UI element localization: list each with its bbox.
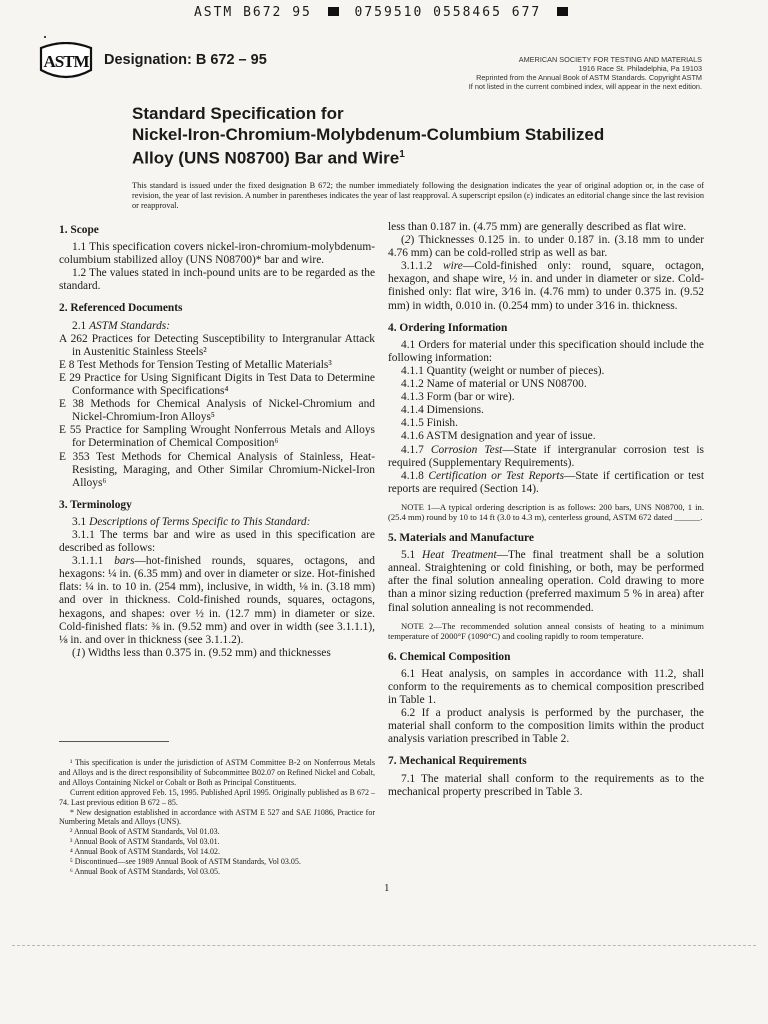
- footnote: Current edition approved Feb. 15, 1995. Published April 1995. Originally published as B 672 – 74. Last previous edition B 672 – 85.: [59, 787, 375, 807]
- list-item: 4.1.8 Certification or Test Reports—State if certification or test reports are required (Section 14).: [388, 469, 704, 495]
- svg-text:ASTM: ASTM: [43, 52, 89, 71]
- paragraph: 6.1 Heat analysis, on samples in accordance with 11.2, shall conform to the requirements as to chemical composition prescribed in Table 1.: [388, 667, 704, 707]
- society-line: If not listed in the current combined index, will appear in the next edition.: [468, 82, 702, 91]
- title-line: Alloy (UNS N08700) Bar and Wire$^1$: [132, 148, 405, 168]
- title-line: Nickel-Iron-Chromium-Molybdenum-Columbium Stabilized: [132, 124, 605, 144]
- paragraph: 1.2 The values stated in inch-pound units are to be regarded as the standard.: [59, 267, 375, 293]
- reference-item: E 353 Test Methods for Chemical Analysis of Stainless, Heat-Resisting, Maraging, and Other Similar Chromium-Nickel-Iron Alloys⁶: [59, 450, 375, 489]
- reference-item: E 55 Practice for Sampling Wrought Nonferrous Metals and Alloys for Determination of Chemical Composition⁶: [59, 424, 375, 450]
- list-item: 4.1.4 Dimensions.: [401, 404, 484, 417]
- running-head-right: 0759510 0558465 677: [354, 5, 542, 20]
- section-heading: 1. Scope: [59, 224, 99, 236]
- section-heading: 7. Mechanical Requirements: [388, 755, 527, 768]
- society-line: 1916 Race St. Philadelphia, Pa 19103: [578, 64, 702, 73]
- footnote-ref: 1: [399, 149, 405, 160]
- list-item: 4.1.3 Form (bar or wire).: [401, 391, 515, 404]
- section-heading: 6. Chemical Composition: [388, 650, 511, 663]
- black-mark: [328, 7, 339, 16]
- paragraph: 3.1.1.2 wire—Cold-finished only: round, square, octagon, hexagon, and shape wire, ½ in. and under in diameter or size. Cold-finished only: flat wire, 3⁄16 in. (4.76 mm) to under 0.375 in. (9.52 mm) in width, 0.010 in. (0.254 mm) to under 3⁄16 in. thickness.: [388, 260, 705, 312]
- paragraph: 4.1 Orders for material under this specification should include the following information:: [388, 338, 704, 364]
- paragraph: 7.1 The material shall conform to the requirements as to the mechanical property prescribed in Table 3.: [388, 772, 704, 798]
- note: NOTE 1—A typical ordering description is as follows: 200 bars, UNS N08700, 1 in. (25.4 mm) round by 10 to 14 ft (3.0 to 4.3 m), centerless ground, ASTM 672 dated ______.: [388, 501, 704, 523]
- paragraph: 6.2 If a product analysis is performed by the purchaser, the material shall conform to the composition limits within the product analysis variation prescribed in Table 2.: [388, 707, 704, 746]
- footnote: ⁴ Annual Book of ASTM Standards, Vol 14.02.: [70, 847, 221, 857]
- paragraph: 1.1 This specification covers nickel-iron-chromium-molybdenum-columbium stabilized alloy (UNS N08700)* bar and wire.: [59, 241, 375, 267]
- paragraph: less than 0.187 in. (4.75 mm) are generally described as flat wire.: [388, 221, 687, 233]
- astm-logo-icon: [37, 42, 95, 82]
- left-column: [59, 224, 375, 660]
- scan-speck: [44, 36, 46, 38]
- list-item: 4.1.2 Name of material or UNS N08700.: [401, 378, 587, 391]
- society-line: AMERICAN SOCIETY FOR TESTING AND MATERIALS: [518, 55, 702, 64]
- list-item: 4.1.5 Finish.: [401, 417, 458, 430]
- reference-item: A 262 Practices for Detecting Susceptibility to Intergranular Attack in Austenitic Stainless Steels²: [59, 332, 375, 358]
- paragraph: 3.1.1.1 bars—hot-finished rounds, squares, octagons, and hexagons: ¼ in. (6.35 mm) and over in diameter or size. Hot-finished flats: ¼ in. to 10 in. (254 mm), inclusive, in width, ⅛ in. (3.18 mm) and over in thickness. Cold-finished rounds, squares, octagons, hexagons, and shapes: over ½ in. (12.7 mm) in diameter or size. Cold-finished flats: ⅜ in. (9.52 mm) and over in width (see 3.1.1.1), ⅛ in. and over in thickness (see 3.1.1.2).: [59, 555, 376, 646]
- footnote: ² Annual Book of ASTM Standards, Vol 01.03.: [70, 827, 220, 837]
- list-item: 4.1.1 Quantity (weight or number of pieces).: [401, 364, 605, 377]
- footnotes: [59, 758, 375, 877]
- footnote: ⁵ Discontinued—see 1989 Annual Book of ASTM Standards, Vol 03.05.: [70, 857, 301, 867]
- paragraph: 2.1 ASTM Standards:: [72, 319, 170, 332]
- paragraph: 3.1 Descriptions of Terms Specific to This Standard:: [72, 515, 311, 528]
- note: NOTE 2—The recommended solution anneal consists of heating to a minimum temperature of 2000°F (1090°C) and cooling rapidly to room temperature.: [388, 620, 704, 642]
- title-line: Standard Specification for: [132, 104, 344, 123]
- footnote: ⁶ Annual Book of ASTM Standards, Vol 03.05.: [70, 866, 221, 876]
- scan-artifact-line: [12, 945, 756, 946]
- section-heading: 3. Terminology: [59, 498, 132, 511]
- paragraph: 5.1 Heat Treatment—The final treatment shall be a solution anneal. Straightening or cold finishing, or both, may be performed after the final solution annealing operation. Cold drawing to more than a minor sizing reduction (preferred maximum 5 % in area) after final solution annealing is not recommended.: [388, 549, 704, 614]
- society-line: Reprinted from the Annual Book of ASTM Standards. Copyright ASTM: [476, 73, 702, 82]
- paragraph: (1) Widths less than 0.375 in. (9.52 mm) and thicknesses: [72, 646, 331, 659]
- section-heading: 5. Materials and Manufacture: [388, 532, 534, 545]
- society-block: [469, 55, 702, 91]
- section-heading: 2. Referenced Documents: [59, 302, 183, 315]
- standard-intro: This standard is issued under the fixed designation B 672; the number immediately following the designation indicates the year of original adoption or, in the case of revision, the year of last revision. A number in parentheses indicates the year of last reapproval. A superscript epsilon (ε) indicates an editorial change since the last revision or reapproval.: [132, 181, 704, 211]
- right-column: [388, 221, 704, 799]
- paragraph: (2) Thicknesses 0.125 in. to under 0.187 in. (3.18 mm to under 4.76 mm) can be cold-rolled strip as well as bar.: [388, 234, 704, 260]
- black-mark: [557, 7, 568, 16]
- reference-item: E 8 Test Methods for Tension Testing of Metallic Materials³: [59, 358, 332, 371]
- document-title: [132, 104, 604, 169]
- paragraph: 3.1.1 The terms bar and wire as used in this specification are described as follows:: [59, 528, 375, 555]
- running-head-left: ASTM B672 95: [193, 5, 312, 20]
- list-item: 4.1.6 ASTM designation and year of issue.: [401, 430, 596, 443]
- reference-item: E 38 Methods for Chemical Analysis of Nickel-Chromium and Nickel-Chromium-Iron Alloys⁵: [59, 398, 375, 424]
- section-heading: 4. Ordering Information: [388, 321, 508, 334]
- reference-item: E 29 Practice for Using Significant Digits in Test Data to Determine Conformance with Specifications⁴: [59, 371, 375, 398]
- running-head: [0, 5, 768, 20]
- list-item: 4.1.7 Corrosion Test—State if intergranular corrosion test is required (Supplementary Requirements).: [388, 443, 704, 469]
- page-number: 1: [384, 882, 390, 894]
- footnote: * New designation established in accordance with ASTM E 527 and SAE J1086, Practice for Numbering Metals and Alloys (UNS).: [59, 807, 375, 827]
- footnote-divider: [59, 741, 169, 742]
- footnote: ¹ This specification is under the jurisdiction of ASTM Committee B-2 on Nonferrous Metals and Alloys and is the direct responsibility of Subcommittee B02.07 on Refined Nickel and Cobalt, and Alloys Containing Nickel or Cobalt or Both as Principal Constituents.: [59, 758, 375, 787]
- designation: Designation: B 672 – 95: [104, 52, 267, 68]
- footnote: ³ Annual Book of ASTM Standards, Vol 03.01.: [70, 837, 220, 847]
